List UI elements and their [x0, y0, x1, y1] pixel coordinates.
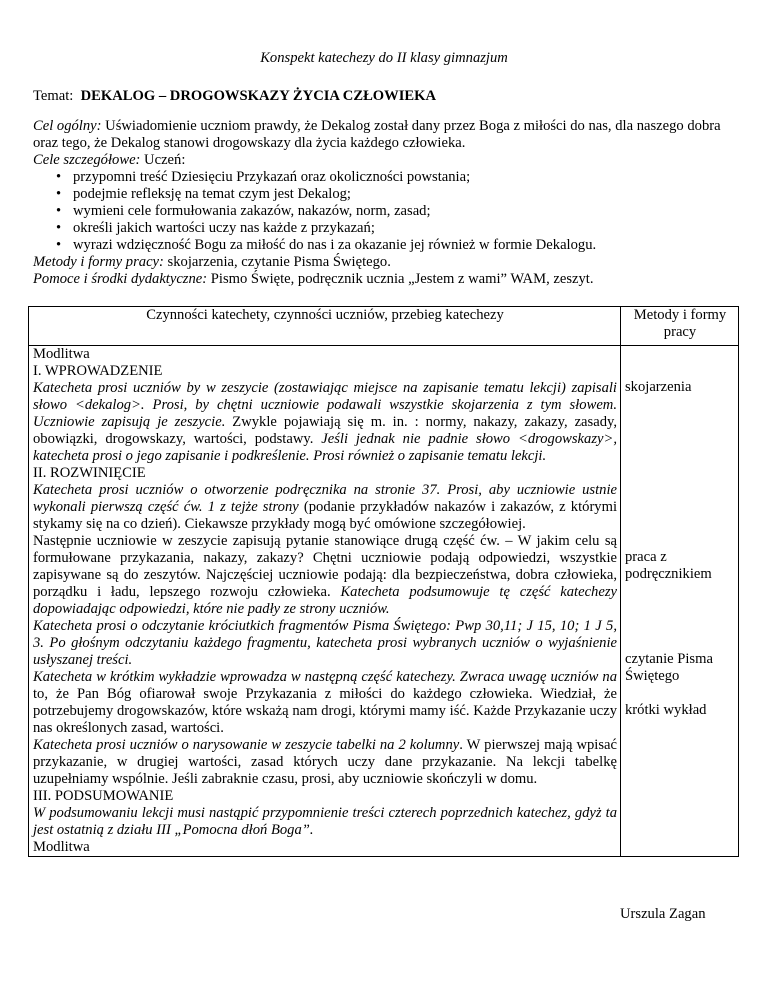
dev-italic-1: Katecheta prosi uczniów o otworzenie podręcznika na stronie 37. Prosi, aby uczniowie ustnie wykonali pierwszą część ćw. 1 z tejże strony [33, 482, 617, 515]
table-header-row [29, 307, 739, 346]
method-lecture: krótki wykład [625, 702, 707, 718]
goal-item: • wymieni cele formułowania zakazów, nakazów, norm, zasad; [73, 203, 738, 220]
general-goal-text: Uświadomienie uczniom prawdy, że Dekalog został dany przez Boga z miłości do nas, dla naszego dobra oraz tego, że Dekalog stanowi drogowskazy dla życia każdego człowieka. [33, 118, 721, 151]
dev-italic-4: Katecheta w krótkim wykładzie wprowadza w następną część katechezy. Zwraca uwagę uczniów na [33, 669, 617, 685]
opening-prayer: Modlitwa [33, 346, 90, 362]
summary-heading: III. PODSUMOWANIE [33, 788, 174, 804]
aids-text: Pismo Święte, podręcznik ucznia „Jestem z wami” WAM, zeszyt. [207, 271, 594, 287]
dev-italic-5: Katecheta prosi uczniów o narysowanie w zeszycie tabelki na 2 kolumny [33, 737, 460, 753]
table-body-row [29, 346, 739, 857]
dev-plain-1: (podanie przykładów nakazów i zakazów, z którymi stykamy się na co dzień). Ciekawsze przykłady mogą być omówione szczegółowiej. [33, 499, 618, 532]
topic-label: Temat: [33, 88, 74, 104]
summary-italic: W podsumowaniu lekcji musi nastąpić przypomnienie treści czterech poprzednich katechez, gdyż ta jest ostatnią z działu III „Pomocna dłoń Boga”. [33, 805, 617, 838]
aids-label: Pomoce i środki dydaktyczne: [33, 271, 208, 287]
development-heading: II. ROZWINIĘCIE [33, 465, 146, 481]
goal-item: • przypomni treść Dziesięciu Przykazań oraz okoliczności powstania; [73, 169, 738, 186]
development-paragraph-2 [33, 533, 617, 618]
author-signature: Urszula Zagan [620, 906, 706, 922]
header-main-cell: Czynności katechety, czynności uczniów, przebieg katechezy [29, 307, 621, 346]
goal-item: • określi jakich wartości uczy nas każde z przykazań; [73, 220, 738, 237]
development-paragraph-1 [33, 482, 617, 533]
goal-item: • wyrazi wdzięczność Bogu za miłość do nas i za okazanie jej również w formie Dekalogu. [73, 237, 738, 254]
intro-paragraph [33, 380, 617, 465]
specific-goals-text: Uczeń: [140, 152, 186, 168]
specific-goals-label: Cele szczegółowe: [33, 152, 141, 168]
aids-line [33, 271, 738, 288]
lesson-table [28, 306, 739, 857]
general-goal [33, 118, 738, 152]
dev-plain-4: to, że Pan Bóg ofiarował swoje Przykazania z miłości do każdego człowieka. Wiedział, że potrzebujemy drogowskazów, które wskażą nam drogi, którymi mamy iść. Każde Przykazanie uczy nas określonych zasad, wartości. [33, 686, 617, 736]
specific-goals [33, 152, 738, 169]
development-paragraph-3 [33, 618, 617, 669]
methods-line [33, 254, 738, 271]
document-header: Konspekt katechezy do II klasy gimnazjum [260, 50, 508, 66]
dev-plain-2: Następnie uczniowie w zeszycie zapisują pytanie stanowiące drugą część ćw. – W jakim celu są formułowane przykazania, nakazy, zakazy? Chętni uczniowie podają odpowiedzi, wszystkie zapisywane są do zeszytów. Najczęściej uczniowie podają: dla bezpieczeństwa, dobra człowieka, porządku i ładu, lepszego rozwoju człowieka. [33, 533, 617, 600]
dev-italic-2: Katecheta podsumowuje tę część katechezy dopowiadając odpowiedzi, które nie padły ze strony uczniów. [33, 584, 617, 617]
intro-heading: I. WPROWADZENIE [33, 363, 163, 379]
development-paragraph-4 [33, 669, 617, 737]
methods-label: Metody i formy pracy: [33, 254, 164, 270]
general-goal-label: Cel ogólny: [33, 118, 102, 134]
method-associations: skojarzenia [625, 379, 692, 395]
lesson-flow-cell [29, 346, 621, 857]
header-methods-cell: Metody i formy pracy [621, 307, 739, 346]
summary-paragraph [33, 805, 617, 839]
intro-italic-1: Katecheta prosi uczniów by w zeszycie (zostawiając miejsce na zapisanie tematu lekcji) zapisali słowo <dekalog>. Prosi, by chętni uczniowie podawali wszystkie skojarzenia z tym słowem. Uczniowie zapisują je zeszycie. [33, 380, 617, 430]
closing-prayer: Modlitwa [33, 839, 90, 855]
intro-plain-1: Zwykle pojawiają się m. in. : normy, nakazy, zakazy, zasady, obowiązki, drogowskazy, wartości, podstawy. [33, 414, 617, 447]
intro-italic-2: Jeśli jednak nie padnie słowo <drogowskazy>, katecheta prosi o jego zapisanie i podkreślenie. Prosi również o zapisanie tematu lekcji. [33, 431, 617, 464]
development-paragraph-5 [33, 737, 617, 788]
dev-italic-3: Katecheta prosi o odczytanie króciutkich fragmentów Pisma Świętego: Pwp 30,11; J 15, 10; 1 J 5, 3. Po głośnym odczytaniu każdego fragmentu, katecheta prosi wybranych uczniów o wyjaśnienie usłyszanej treści. [33, 618, 617, 668]
dev-plain-5: . W pierwszej mają wpisać przykazanie, w drugiej wartości, zasad których uczy dane przykazanie. Na lekcji tabelkę uzupełniamy wspólnie. Jeśli zabraknie czasu, prosi, aby uczniowie skończyli w domu. [33, 737, 617, 787]
method-scripture: czytanie Pisma Świętego [625, 651, 713, 684]
methods-cell [621, 346, 739, 857]
lesson-topic [33, 88, 436, 105]
lesson-goals [33, 118, 738, 288]
specific-goals-list [33, 169, 738, 254]
methods-text: skojarzenia, czytanie Pisma Świętego. [163, 254, 391, 270]
topic-title: DEKALOG – DROGOWSKAZY ŻYCIA CZŁOWIEKA [80, 88, 437, 104]
goal-item: • podejmie refleksję na temat czym jest Dekalog; [73, 186, 738, 203]
method-textbook: praca z podręcznikiem [625, 549, 712, 582]
